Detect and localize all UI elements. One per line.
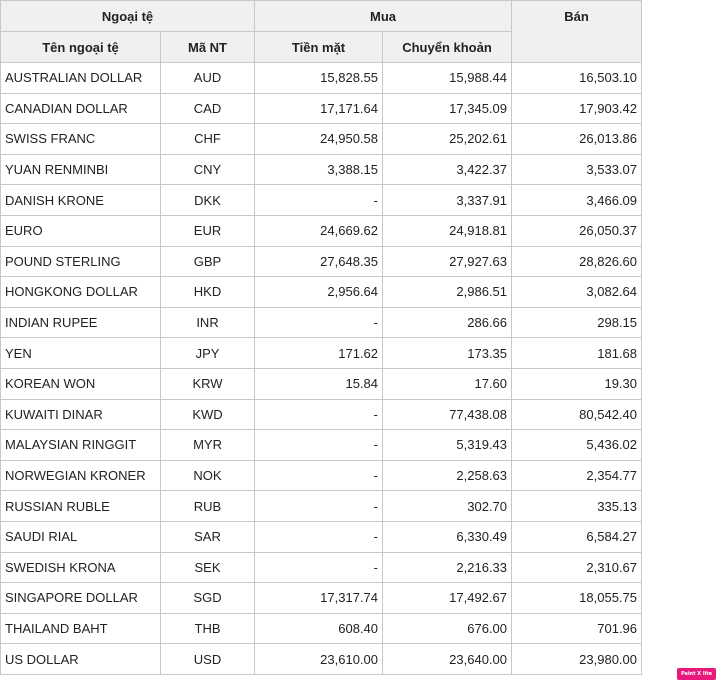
table-row xyxy=(1,124,642,155)
sell-cell: 2,310.67 xyxy=(512,552,642,583)
watermark-logo: Paint X lite xyxy=(677,668,716,680)
currency-code-cell: SAR xyxy=(161,521,255,552)
transfer-buy-cell: 2,216.33 xyxy=(383,552,512,583)
table-row xyxy=(1,399,642,430)
currency-code-cell: NOK xyxy=(161,460,255,491)
currency-code-cell: KRW xyxy=(161,368,255,399)
transfer-buy-cell: 2,986.51 xyxy=(383,277,512,308)
currency-code-cell: CNY xyxy=(161,154,255,185)
currency-code-cell: AUD xyxy=(161,63,255,94)
transfer-buy-cell: 27,927.63 xyxy=(383,246,512,277)
currency-code-cell: JPY xyxy=(161,338,255,369)
currency-name-cell: MALAYSIAN RINGGIT xyxy=(1,430,161,461)
cash-buy-cell: 15,828.55 xyxy=(255,63,383,94)
transfer-buy-cell: 17.60 xyxy=(383,368,512,399)
table-row xyxy=(1,460,642,491)
currency-name-cell: EURO xyxy=(1,215,161,246)
sell-cell: 17,903.42 xyxy=(512,93,642,124)
currency-code-cell: SGD xyxy=(161,583,255,614)
table-body xyxy=(1,63,642,675)
table-row xyxy=(1,154,642,185)
cash-buy-cell: - xyxy=(255,460,383,491)
table-row xyxy=(1,246,642,277)
sell-cell: 3,533.07 xyxy=(512,154,642,185)
sell-cell: 28,826.60 xyxy=(512,246,642,277)
table-row xyxy=(1,613,642,644)
currency-name-cell: SAUDI RIAL xyxy=(1,521,161,552)
sell-cell: 80,542.40 xyxy=(512,399,642,430)
currency-code-cell: RUB xyxy=(161,491,255,522)
header-buy-group: Mua xyxy=(255,1,512,32)
transfer-buy-cell: 286.66 xyxy=(383,307,512,338)
cash-buy-cell: - xyxy=(255,185,383,216)
table-row xyxy=(1,491,642,522)
sell-cell: 298.15 xyxy=(512,307,642,338)
currency-name-cell: HONGKONG DOLLAR xyxy=(1,277,161,308)
transfer-buy-cell: 15,988.44 xyxy=(383,63,512,94)
sell-cell: 701.96 xyxy=(512,613,642,644)
cash-buy-cell: - xyxy=(255,552,383,583)
currency-name-cell: INDIAN RUPEE xyxy=(1,307,161,338)
table-row xyxy=(1,430,642,461)
currency-name-cell: US DOLLAR xyxy=(1,644,161,675)
currency-name-cell: SWEDISH KRONA xyxy=(1,552,161,583)
currency-code-cell: USD xyxy=(161,644,255,675)
currency-name-cell: POUND STERLING xyxy=(1,246,161,277)
sell-cell: 19.30 xyxy=(512,368,642,399)
transfer-buy-cell: 17,492.67 xyxy=(383,583,512,614)
table-row xyxy=(1,277,642,308)
transfer-buy-cell: 17,345.09 xyxy=(383,93,512,124)
currency-name-cell: NORWEGIAN KRONER xyxy=(1,460,161,491)
table-row xyxy=(1,307,642,338)
sell-cell: 3,466.09 xyxy=(512,185,642,216)
currency-name-cell: YEN xyxy=(1,338,161,369)
transfer-buy-cell: 24,918.81 xyxy=(383,215,512,246)
sell-cell: 335.13 xyxy=(512,491,642,522)
sell-cell: 26,050.37 xyxy=(512,215,642,246)
cash-buy-cell: 171.62 xyxy=(255,338,383,369)
currency-code-cell: CAD xyxy=(161,93,255,124)
transfer-buy-cell: 302.70 xyxy=(383,491,512,522)
cash-buy-cell: 2,956.64 xyxy=(255,277,383,308)
currency-code-cell: HKD xyxy=(161,277,255,308)
table-row xyxy=(1,521,642,552)
cash-buy-cell: 17,317.74 xyxy=(255,583,383,614)
currency-code-cell: GBP xyxy=(161,246,255,277)
currency-name-cell: CANADIAN DOLLAR xyxy=(1,93,161,124)
transfer-buy-cell: 6,330.49 xyxy=(383,521,512,552)
table-row xyxy=(1,93,642,124)
transfer-buy-cell: 676.00 xyxy=(383,613,512,644)
transfer-buy-cell: 2,258.63 xyxy=(383,460,512,491)
header-cash: Tiền mặt xyxy=(255,32,383,63)
cash-buy-cell: 608.40 xyxy=(255,613,383,644)
table-row xyxy=(1,644,642,675)
currency-name-cell: KOREAN WON xyxy=(1,368,161,399)
header-currency-name: Tên ngoại tệ xyxy=(1,32,161,63)
sell-cell: 16,503.10 xyxy=(512,63,642,94)
cash-buy-cell: - xyxy=(255,521,383,552)
sell-cell: 2,354.77 xyxy=(512,460,642,491)
currency-code-cell: DKK xyxy=(161,185,255,216)
cash-buy-cell: 27,648.35 xyxy=(255,246,383,277)
header-sell: Bán xyxy=(512,1,642,63)
cash-buy-cell: 24,669.62 xyxy=(255,215,383,246)
cash-buy-cell: 24,950.58 xyxy=(255,124,383,155)
currency-code-cell: EUR xyxy=(161,215,255,246)
currency-name-cell: SINGAPORE DOLLAR xyxy=(1,583,161,614)
cash-buy-cell: 23,610.00 xyxy=(255,644,383,675)
header-currency-code: Mã NT xyxy=(161,32,255,63)
cash-buy-cell: - xyxy=(255,430,383,461)
currency-name-cell: SWISS FRANC xyxy=(1,124,161,155)
sell-cell: 5,436.02 xyxy=(512,430,642,461)
transfer-buy-cell: 5,319.43 xyxy=(383,430,512,461)
table-row xyxy=(1,63,642,94)
table-row xyxy=(1,583,642,614)
transfer-buy-cell: 3,422.37 xyxy=(383,154,512,185)
sell-cell: 3,082.64 xyxy=(512,277,642,308)
sell-cell: 18,055.75 xyxy=(512,583,642,614)
currency-code-cell: SEK xyxy=(161,552,255,583)
sell-cell: 23,980.00 xyxy=(512,644,642,675)
transfer-buy-cell: 25,202.61 xyxy=(383,124,512,155)
currency-name-cell: THAILAND BAHT xyxy=(1,613,161,644)
cash-buy-cell: 3,388.15 xyxy=(255,154,383,185)
currency-name-cell: RUSSIAN RUBLE xyxy=(1,491,161,522)
table-header xyxy=(1,1,642,63)
sell-cell: 6,584.27 xyxy=(512,521,642,552)
table-row xyxy=(1,552,642,583)
sell-cell: 181.68 xyxy=(512,338,642,369)
header-row-group xyxy=(1,1,642,32)
table-row xyxy=(1,368,642,399)
table-row xyxy=(1,215,642,246)
header-transfer: Chuyển khoản xyxy=(383,32,512,63)
currency-code-cell: MYR xyxy=(161,430,255,461)
cash-buy-cell: - xyxy=(255,491,383,522)
table-row xyxy=(1,338,642,369)
currency-name-cell: AUSTRALIAN DOLLAR xyxy=(1,63,161,94)
transfer-buy-cell: 3,337.91 xyxy=(383,185,512,216)
cash-buy-cell: 17,171.64 xyxy=(255,93,383,124)
currency-name-cell: DANISH KRONE xyxy=(1,185,161,216)
currency-code-cell: INR xyxy=(161,307,255,338)
currency-code-cell: THB xyxy=(161,613,255,644)
cash-buy-cell: - xyxy=(255,307,383,338)
table-row xyxy=(1,185,642,216)
currency-code-cell: CHF xyxy=(161,124,255,155)
currency-name-cell: KUWAITI DINAR xyxy=(1,399,161,430)
cash-buy-cell: 15.84 xyxy=(255,368,383,399)
header-currency-group: Ngoại tệ xyxy=(1,1,255,32)
currency-code-cell: KWD xyxy=(161,399,255,430)
transfer-buy-cell: 77,438.08 xyxy=(383,399,512,430)
cash-buy-cell: - xyxy=(255,399,383,430)
transfer-buy-cell: 23,640.00 xyxy=(383,644,512,675)
currency-name-cell: YUAN RENMINBI xyxy=(1,154,161,185)
transfer-buy-cell: 173.35 xyxy=(383,338,512,369)
sell-cell: 26,013.86 xyxy=(512,124,642,155)
